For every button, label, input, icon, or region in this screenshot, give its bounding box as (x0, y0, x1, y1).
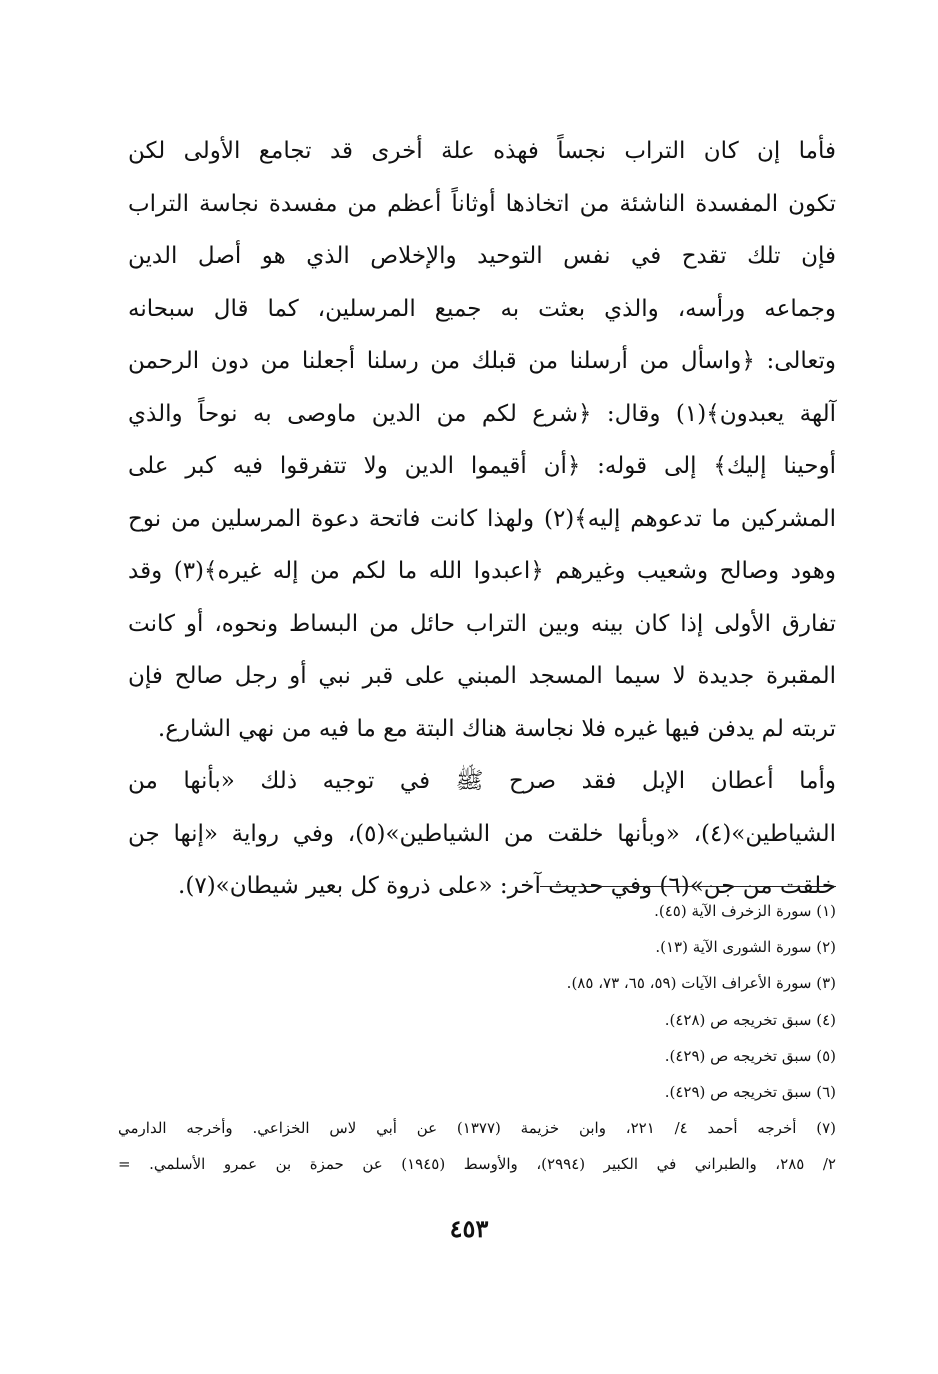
text-line: خلقت من جن»(٦) وفي حديث آخر: «على ذروة كل بعير شيطان»(٧). (178, 873, 836, 899)
footnote-continuation: ٢/ ٢٨٥، والطبراني في الكبير (٢٩٩٤)، والأوسط (١٩٤٥) عن حمزة بن عمرو الأسلمي. = (118, 1155, 836, 1174)
footnote-divider (540, 886, 836, 887)
text-line: وأما أعطان الإبل فقد صرح ﷺ في توجيه ذلك «بأنها من (128, 768, 836, 794)
footnote: (٦) سبق تخريجه ص (٤٢٩). (664, 1082, 836, 1101)
footnote: (٢) سورة الشورى الآية (١٣). (655, 938, 836, 957)
footnote: (٧) أخرجه أحمد ٤/ ٢٢١، وابن خزيمة (١٣٧٧) عن أبي لاس الخزاعي. وأخرجه الدارمي (118, 1119, 836, 1138)
text-line: وتعالى: ﴿واسأل من أرسلنا من قبلك من رسلنا أجعلنا من دون الرحمن (128, 348, 836, 374)
text-line: تربته لم يدفن فيها غيره فلا نجاسة هناك البتة مع ما فيه من نهي الشارع. (157, 715, 836, 742)
text-line: وجماعه ورأسه، والذي بعثت به جميع المرسلين، كما قال سبحانه (128, 295, 836, 322)
text-line: وهود وصالح وشعيب وغيرهم ﴿اعبدوا الله ما لكم من إله غيره﴾(٣) وقد (128, 558, 836, 584)
text-line: المقبرة جديدة لا سيما المسجد المبني على قبر نبي أو رجل صالح فإن (128, 663, 836, 689)
text-line: فإن تلك تقدح في نفس التوحيد والإخلاص الذي هو أصل الدين (128, 243, 836, 269)
text-line: الشياطين»(٤)، «وبأنها خلقت من الشياطين»(٥)، وفي رواية «إنها جن (128, 820, 836, 847)
text-line: تكون المفسدة الناشئة من اتخاذها أوثاناً أعظم من مفسدة نجاسة التراب (128, 190, 836, 217)
text-line: فأما إن كان التراب نجساً فهذه علة أخرى قد تجامع الأولى لكن (128, 138, 836, 164)
main-text-block (128, 125, 836, 913)
text-line: المشركين ما تدعوهم إليه﴾(٢) ولهذا كانت فاتحة دعوة المرسلين من نوح (128, 505, 836, 532)
text-line: تفارق الأولى إذا كان بينه وبين التراب حائل من البساط ونحوه، أو كانت (128, 610, 836, 637)
footnote: (٤) سبق تخريجه ص (٤٢٨). (664, 1010, 836, 1029)
footnote: (١) سورة الزخرف الآية (٤٥). (654, 902, 836, 920)
page-number: ٤٥٣ (449, 1214, 489, 1243)
footnote: (٥) سبق تخريجه ص (٤٢٩). (664, 1046, 836, 1065)
footnote: (٣) سورة الأعراف الآيات (٥٩، ٦٥، ٧٣، ٨٥). (566, 974, 836, 993)
footnotes-block (118, 893, 836, 1183)
text-line: أوحينا إليك﴾ إلى قوله: ﴿أن أقيموا الدين ولا تتفرقوا فيه كبر على (128, 453, 836, 479)
text-line: آلهة يعبدون﴾(١) وقال: ﴿شرع لكم من الدين ماوصى به نوحاً والذي (128, 400, 836, 427)
